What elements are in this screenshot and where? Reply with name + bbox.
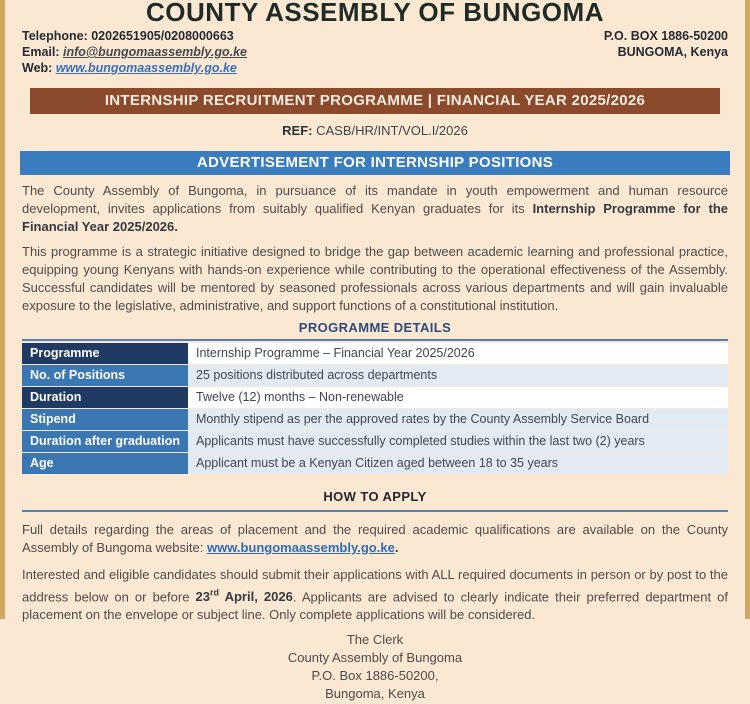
row-value: Internship Programme – Financial Year 2025/2026 — [188, 343, 728, 364]
address-clerk-line: The Clerk — [346, 632, 404, 648]
row-value: Monthly stipend as per the approved rates by the County Assembly Service Board — [188, 409, 728, 430]
row-value: Applicants must have successfully completed studies within the last two (2) years — [188, 431, 728, 452]
intro-p1-bold: Internship Programme for the Financial Year 2025/2026. — [22, 201, 729, 234]
table-row — [22, 387, 728, 408]
postal-address-block — [22, 631, 728, 703]
contact-block — [22, 28, 728, 76]
contact-left — [22, 28, 247, 76]
deadline-date — [196, 589, 293, 604]
town-line: BUNGOMA, Kenya — [617, 45, 728, 59]
apply-p2-text: Interested and eligible candidates should submit their applications with ALL required documents in person or by post to the address below on or before — [22, 567, 728, 605]
table-row — [22, 409, 728, 430]
row-label: No. of Positions — [22, 365, 188, 386]
ref-line — [22, 123, 728, 138]
programme-banner: INTERNSHIP RECRUITMENT PROGRAMME | FINANCIAL YEAR 2025/2026 — [30, 88, 720, 114]
intro-paragraph-1 — [22, 182, 728, 236]
intro-paragraph-2: This programme is a strategic initiative designed to bridge the gap between academic learning and professional practice, equipping young Kenyans with hands-on experience while contributing to the operational effectiveness of the Assembly. Successful candidates will be mentored by seasoned professionals across various departments and will gain invaluable exposure to the legislative, administrative, and support functions of a constitutional institution. — [22, 244, 728, 313]
programme-details-heading: PROGRAMME DETAILS — [298, 320, 452, 335]
apply-p2-after: . Applicants are advised to clearly indicate their preferred department of placement on the envelope or subject line. Only complete applications will be considered. — [22, 589, 729, 623]
website-link[interactable]: www.bungomaassembly.go.ke — [55, 61, 237, 75]
email-line — [22, 44, 247, 60]
table-row — [22, 343, 728, 364]
row-label: Duration after graduation — [22, 431, 188, 452]
row-label: Duration — [22, 387, 188, 408]
row-value: Applicant must be a Kenyan Citizen aged between 18 to 35 years — [188, 453, 728, 474]
programme-details-table — [22, 342, 728, 475]
apply-p1-text: Full details regarding the areas of placement and the required academic qualifications are available on the County Assembly of Bungoma website: — [22, 522, 728, 555]
email-link[interactable]: info@bungomaassembly.go.ke — [63, 45, 247, 59]
ref-label: REF: — [282, 123, 313, 138]
po-box-line: P.O. BOX 1886-50200 — [603, 29, 728, 43]
web-label: Web: — [22, 61, 53, 75]
how-to-apply-heading: HOW TO APPLY — [323, 489, 427, 504]
apply-paragraph-2 — [22, 566, 728, 624]
ref-value: CASB/HR/INT/VOL.I/2026 — [312, 123, 468, 138]
address-assembly-line: County Assembly of Bungoma — [287, 650, 463, 666]
telephone-label: Telephone: — [22, 29, 88, 43]
table-row — [22, 365, 728, 386]
deadline-ordinal: rd — [210, 588, 219, 598]
table-row — [22, 431, 728, 452]
divider-line-bottom — [22, 510, 728, 512]
advert-banner: ADVERTISEMENT FOR INTERNSHIP POSITIONS — [20, 151, 730, 175]
page-title: COUNTY ASSEMBLY OF BUNGOMA — [146, 0, 604, 27]
assembly-website-link[interactable]: www.bungomaassembly.go.ke — [206, 540, 395, 555]
apply-paragraph-1 — [22, 521, 728, 557]
address-pobox-line: P.O. Box 1886-50200, — [311, 668, 439, 684]
apply-p1-period: . — [394, 540, 399, 555]
row-label: Stipend — [22, 409, 188, 430]
email-label: Email: — [22, 45, 60, 59]
row-label: Programme — [22, 343, 188, 364]
divider-line-top — [22, 339, 728, 341]
row-value: Twelve (12) months – Non-renewable — [188, 387, 728, 408]
address-town-line: Bungoma, Kenya — [325, 686, 425, 702]
telephone-value: 0202651905/0208000663 — [87, 29, 234, 43]
row-value: 25 positions distributed across departments — [188, 365, 728, 386]
telephone-line — [22, 28, 247, 44]
table-row — [22, 453, 728, 474]
deadline-rest: April, 2026 — [219, 589, 293, 605]
web-line — [22, 60, 247, 76]
intro-p1-text: The County Assembly of Bungoma, in pursuance of its mandate in youth empowerment and human resource development, invites applications from suitably qualified Kenyan graduates for its — [22, 183, 728, 216]
deadline-day: 23 — [195, 589, 210, 605]
po-box-block — [604, 28, 728, 76]
document-page — [5, 0, 745, 703]
row-label: Age — [22, 453, 188, 474]
